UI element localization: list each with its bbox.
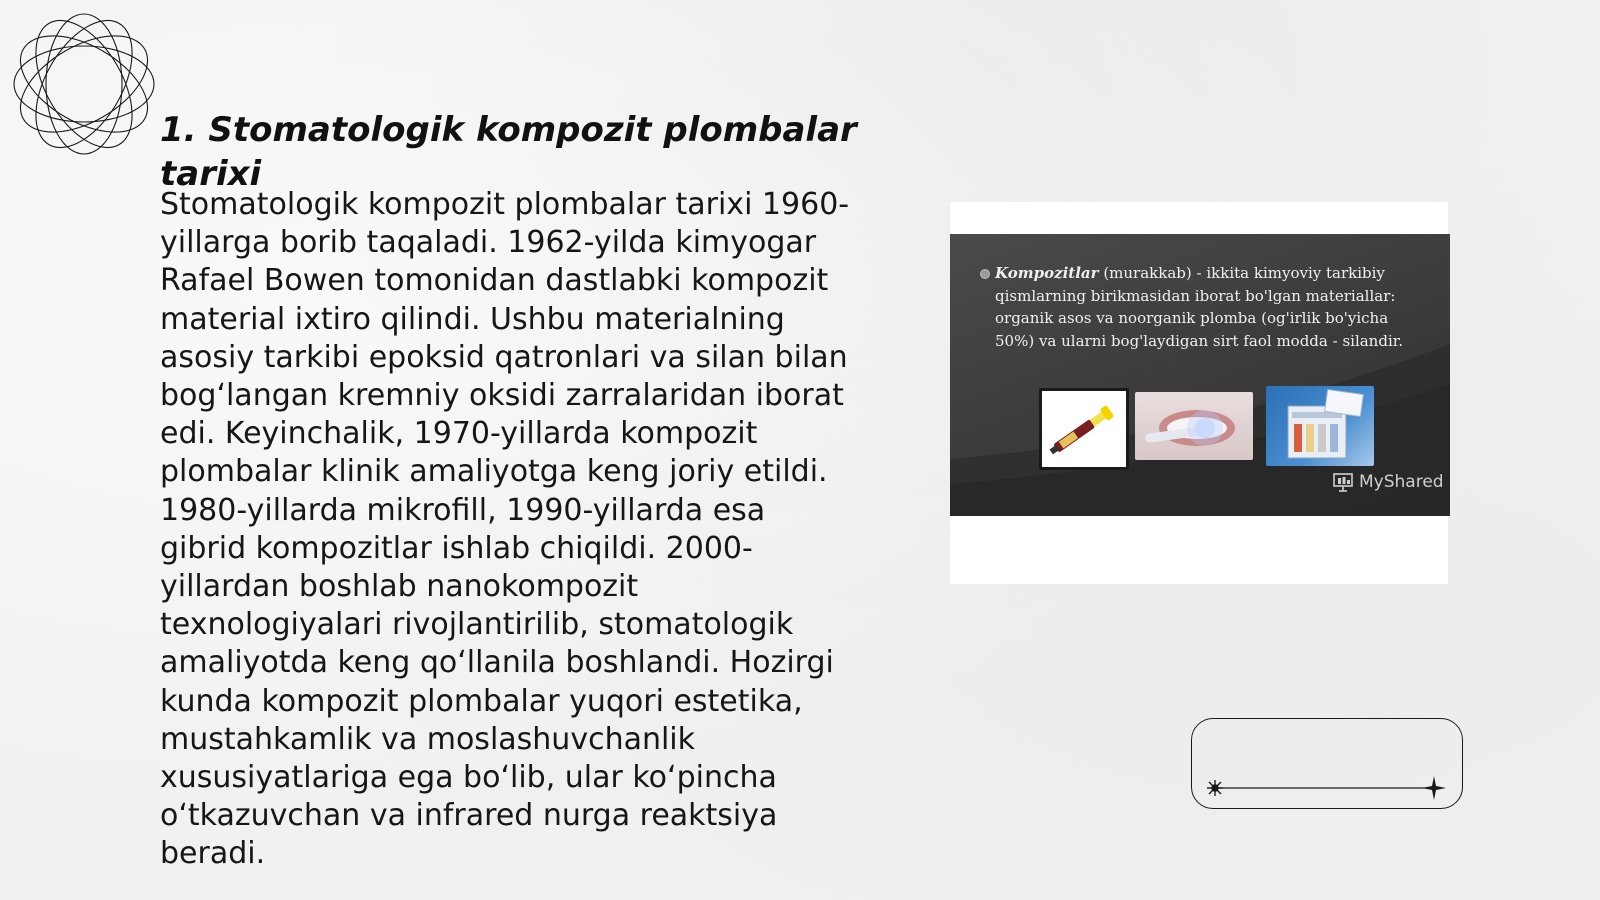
embedded-slide-image — [950, 234, 1450, 516]
sparkle-icon — [1207, 780, 1223, 796]
myshared-logo-icon — [1332, 472, 1354, 492]
decorative-line — [1191, 718, 1463, 809]
plus-star-icon — [1422, 776, 1446, 800]
curing-lamp-photo — [1135, 392, 1253, 460]
composite-kit-photo — [1266, 386, 1374, 466]
syringe-photo — [1039, 388, 1129, 470]
slide-definition-text: (murakkab) - ikkita kimyoviy tarkibiy qismlarning birikmasidan iborat bo'lgan materiallar: organik asos va noorganik plomba (og'irlik bo'yicha 50%) va ularni bog'laydigan sirt faol modda - silandir. — [995, 264, 1404, 350]
slide-title: 1. Stomatologik kompozit plombalar tarixi — [160, 110, 857, 194]
slide-definition — [995, 262, 1415, 352]
bullet-icon — [980, 269, 990, 279]
slide-term: Kompozitlar — [995, 264, 1099, 282]
watermark-text: MyShared — [1359, 472, 1444, 492]
watermark — [1332, 472, 1444, 492]
body-paragraph: Stomatologik kompozit plombalar tarixi 1960-yillarga borib taqaladi. 1962-yilda kimyogar Rafael Bowen tomonidan dastlabki kompozit material ixtiro qilindi. Ushbu materialning asosiy tarkibi epoksid qatronlari va silan bilan bog‘langan kremniy oksidi zarralaridan iborat edi. Keyinchalik, 1970-yillarda kompozit plombalar klinik amaliyotga keng joriy etildi. 1980-yillarda mikrofill, 1990-yillarda esa gibrid kompozitlar ishlab chiqildi. 2000-yillardan boshlab nanokompozit texnologiyalari rivojlantirilib, stomatologik amaliyotda keng qo‘llanila boshlandi. Hozirgi kunda kompozit plombalar yuqori estetika, mustahkamlik va moslashuvchanlik xususiyatlariga ega bo‘lib, ular ko‘pincha o‘tkazuvchan va infrared nurga reaktsiya beradi. — [160, 187, 850, 872]
circular-ornament-icon — [10, 10, 158, 158]
